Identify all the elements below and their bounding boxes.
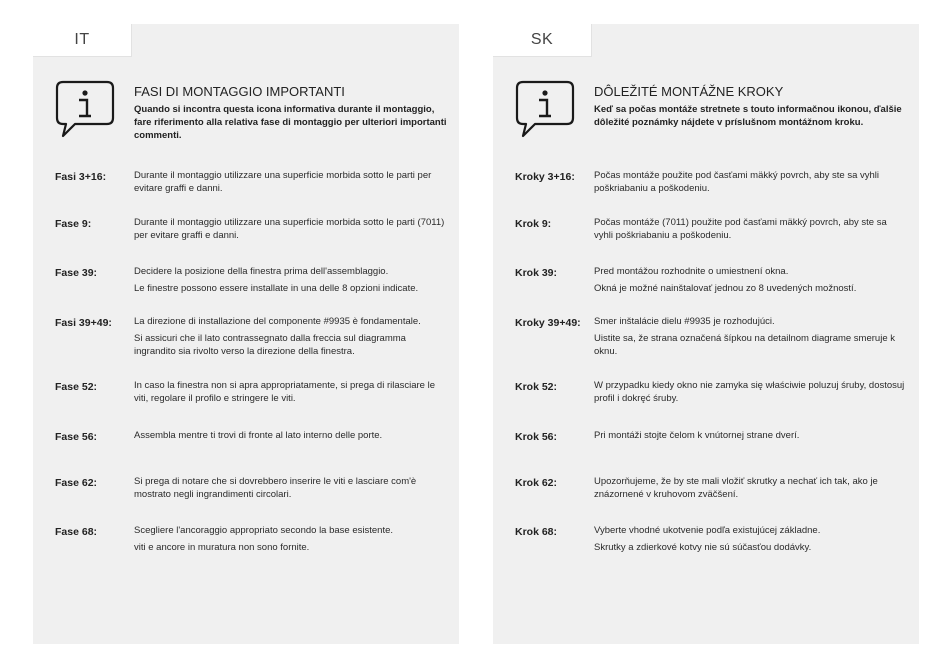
step-description: Assembla mentre ti trovi di fronte al lato interno delle porte. xyxy=(134,430,383,441)
panel-sk xyxy=(493,24,919,644)
step-label: Fase 39: xyxy=(55,267,98,279)
step-label: Kroky 3+16: xyxy=(515,171,575,183)
step-description: Počas montáže použite pod časťami mäkký povrch, aby ste sa vyhli poškriabaniu a poškodeniu. xyxy=(594,170,879,194)
step-description: Pred montážou rozhodnite o umiestnení okna. Okná je možné nainštalovať jednou zo 8 uvedených možností. xyxy=(594,266,857,294)
step-description: Si prega di notare che si dovrebbero inserire le viti e lasciare com'è mostrato negli ingrandimenti circolari. xyxy=(134,476,417,500)
step-label: Fase 56: xyxy=(55,431,98,443)
step-description: W przypadku kiedy okno nie zamyka się właściwie poluzuj śruby, dostosuj profil i dokręć śruby. xyxy=(594,380,905,404)
intro-text: Quando si incontra questa icona informativa durante il montaggio, fare riferimento alla relativa fase di montaggio per ulteriori importanti commenti. xyxy=(134,104,447,141)
step-description: Počas montáže (7011) použite pod časťami mäkký povrch, aby ste sa vyhli poškriabaniu a poškodeniu. xyxy=(594,217,887,241)
step-label: Krok 62: xyxy=(515,477,558,489)
language-tab: IT xyxy=(33,24,132,57)
language-tab: SK xyxy=(493,24,592,57)
step-description: Durante il montaggio utilizzare una superficie morbida sotto le parti (7011) per evitare graffi e danni. xyxy=(134,217,445,241)
step-label: Fase 68: xyxy=(55,526,98,538)
step-description: Pri montáži stojte čelom k vnútornej strane dverí. xyxy=(594,430,800,441)
intro-text: Keď sa počas montáže stretnete s touto informačnou ikonou, ďalšie dôležité poznámky nájdete v príslušnom montážnom kroku. xyxy=(594,104,902,128)
step-description: Decidere la posizione della finestra prima dell'assemblaggio. Le finestre possono essere installate in una delle 8 opzioni indicate. xyxy=(134,266,419,294)
info-speech-icon xyxy=(515,80,575,138)
step-description: Vyberte vhodné ukotvenie podľa existujúcej základne. Skrutky a zdierkové kotvy nie sú súčasťou dodávky. xyxy=(594,525,821,553)
step-description: Upozorňujeme, že by ste mali vložiť skrutky a nechať ich tak, ako je znázornené v kruhovom zväčšení. xyxy=(594,476,878,500)
step-label: Fase 52: xyxy=(55,381,98,393)
info-speech-icon xyxy=(55,80,115,138)
step-label: Krok 9: xyxy=(515,218,552,230)
step-description: Scegliere l'ancoraggio appropriato secondo la base esistente. viti e ancore in muratura non sono fornite. xyxy=(134,525,394,553)
step-description: La direzione di installazione del componente #9935 è fondamentale. Si assicuri che il lato contrassegnato dalla freccia sul diagramma ingrandito sia rivolto verso la direzione della finestra. xyxy=(134,316,421,357)
step-description: In caso la finestra non si apra appropriatamente, si prega di rilasciare le viti, regolare il profilo e stringere le viti. xyxy=(134,380,435,404)
step-description: Durante il montaggio utilizzare una superficie morbida sotto le parti per evitare graffi e danni. xyxy=(134,170,432,194)
step-label: Krok 56: xyxy=(515,431,558,443)
step-description: Smer inštalácie dielu #9935 je rozhodujúci. Uistite sa, že strana označená šípkou na detailnom diagrame smeruje k oknu. xyxy=(594,316,895,357)
section-title: FASI DI MONTAGGIO IMPORTANTI xyxy=(134,84,345,99)
step-label: Krok 68: xyxy=(515,526,558,538)
section-title: DÔLEŽITÉ MONTÁŽNE KROKY xyxy=(594,84,784,99)
step-label: Fasi 39+49: xyxy=(55,317,112,329)
step-label: Kroky 39+49: xyxy=(515,317,581,329)
panel-it xyxy=(33,24,459,644)
step-label: Fasi 3+16: xyxy=(55,171,107,183)
step-label: Krok 39: xyxy=(515,267,558,279)
step-label: Fase 9: xyxy=(55,218,92,230)
step-label: Fase 62: xyxy=(55,477,98,489)
step-label: Krok 52: xyxy=(515,381,558,393)
